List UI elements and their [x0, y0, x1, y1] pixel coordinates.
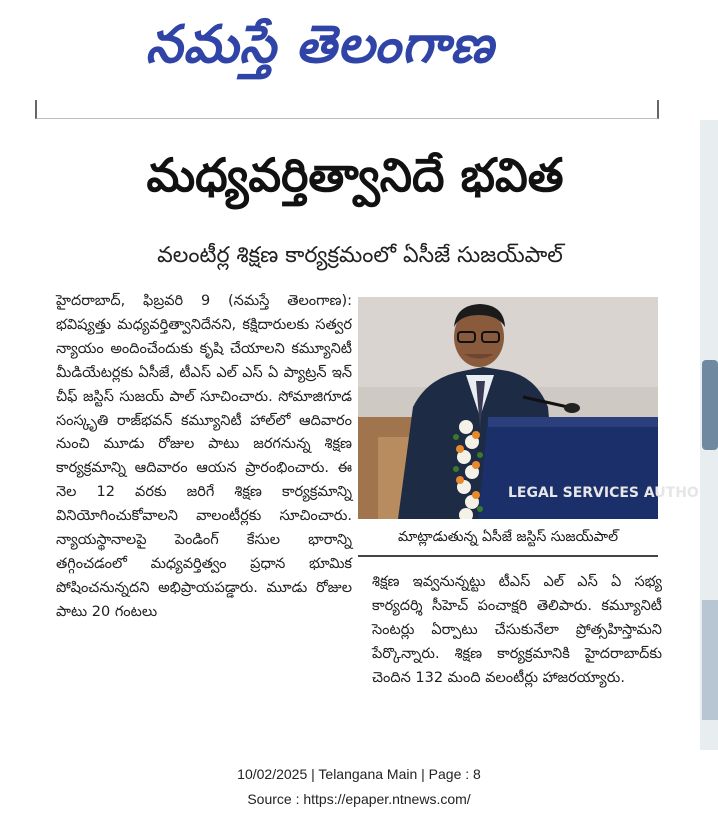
- adjacent-page-image: [702, 360, 718, 450]
- article-body-right: శిక్షణ ఇవ్వనున్నట్టు టీఎస్ ఎల్ ఎస్ ఏ సభ్య కార్యదర్శి సీహెచ్ పంచాక్షరి తెలిపారు. కమ్యూనిటీ సెంటర్లు ఏర్పాటు చేసుకునేలా ప్రోత్సహిస్తామని పేర్కొన్నారు. శిక్షణ కార్యక్రమానికి హైదరాబాద్‌కు చెందిన 132 మంది వలంటీర్లు హాజరయ్యారు.: [372, 574, 662, 686]
- photo-caption: మాట్లాడుతున్న ఏసీజే జస్టిస్ సుజయ్‌పాల్: [358, 519, 658, 557]
- article-subheadline: వలంటీర్ల శిక్షణ కార్యక్రమంలో ఏసీజే సుజయ్‌పాల్: [157, 243, 563, 268]
- footer-date-page: 10/02/2025 | Telangana Main | Page : 8: [237, 766, 481, 782]
- masthead: [60, 2, 580, 88]
- article-body-left: హైదరాబాద్, ఫిబ్రవరి 9 (నమస్తే తెలంగాణ): భవిష్యత్తు మధ్యవర్తిత్వానిదేనని, కక్షిదారులకు సత్వర న్యాయం అందించేందుకు కృషి చేయాలని కమ్యూనిటీ మీడియేటర్లకు ఏసీజే, టీఎస్ ఎల్ ఎస్ ఏ ప్యాట్రన్ ఇన్ చీఫ్ జస్టిస్ సుజయ్ పాల్ సూచించారు. సోమాజిగూడ సంస్కృతి రాజ్‌భవన్ కమ్యూనిటీ హాల్‌లో ఆదివారం నుంచి మూడు రోజుల పాటు జరగనున్న శిక్షణ కార్యక్రమాన్ని ఆదివారం ఆయన ప్రారంభించారు. ఈ నెల 12 వరకు జరిగే శిక్షణ కార్యక్రమాన్ని వినియోగించుకోవాలని వాలంటీర్లకు సూచించారు. న్యాయస్థానాలపై పెండింగ్ కేసుల భారాన్ని తగ్గించడంలో మధ్యవర్తిత్వం ప్రధాన భూమిక పోషించనున్నదని అభిప్రాయపడ్డారు. మూడు రోజుల పాటు 20 గంటలు: [56, 293, 352, 620]
- masthead-title: నమస్తే తెలంగాణ: [145, 15, 495, 75]
- article-headline: మధ్యవర్తిత్వానిదే భవిత: [146, 148, 564, 202]
- speaker-photo: [358, 297, 699, 519]
- adjacent-page-image-2: [702, 600, 718, 720]
- footer-source: Source : https://epaper.ntnews.com/: [247, 791, 471, 807]
- podium-text: LEGAL SERVICES AUTHO: [508, 485, 699, 501]
- article-photo: [358, 297, 699, 519]
- header-divider: [35, 100, 659, 119]
